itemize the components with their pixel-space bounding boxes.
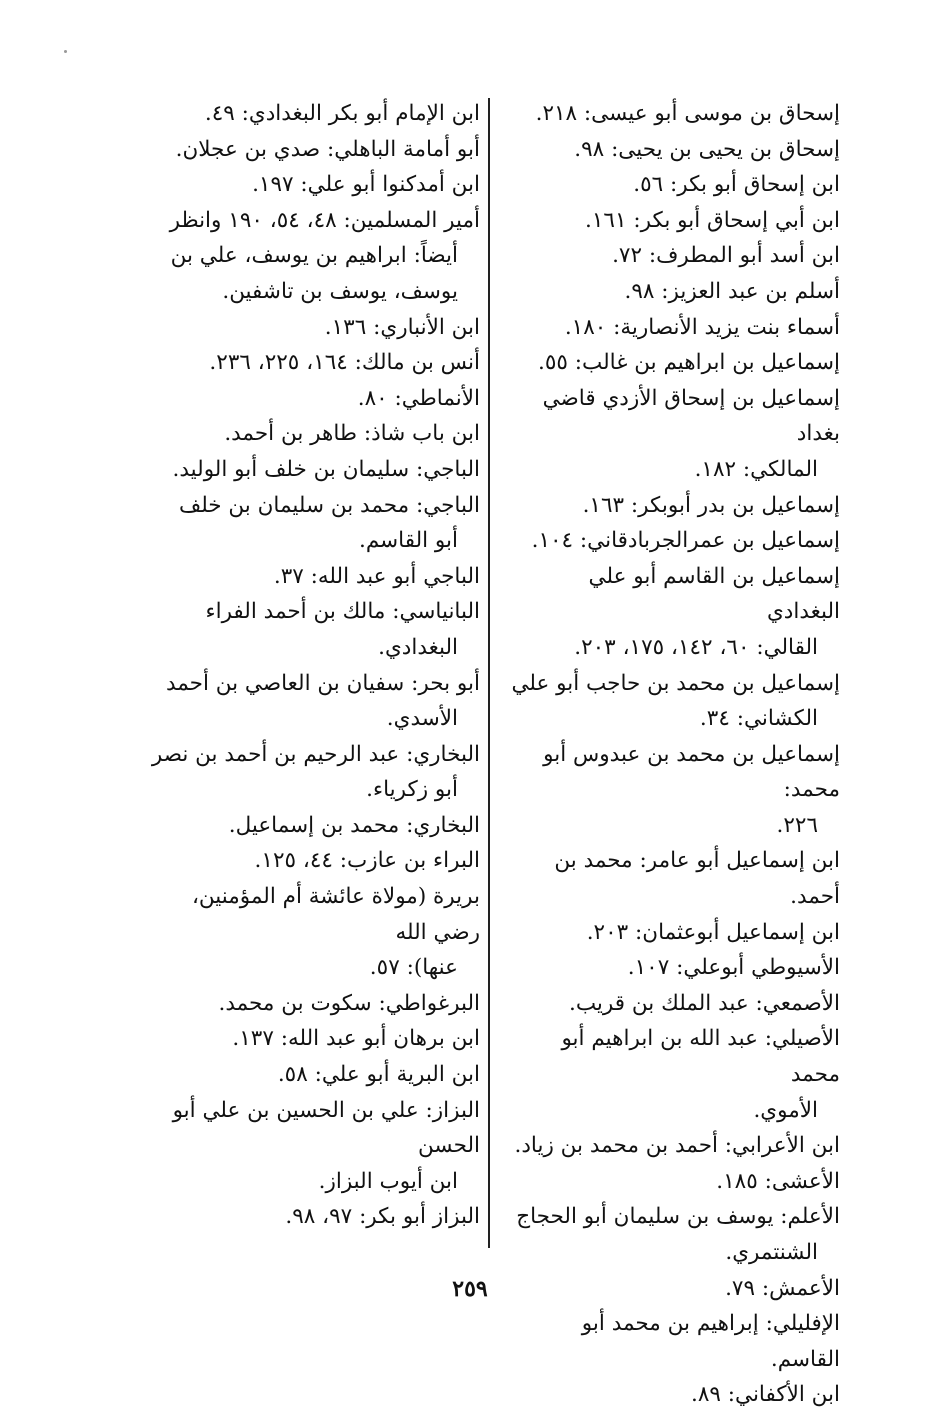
entry-text: إسماعيل بن إسحاق الأزدي قاضي بغداد <box>542 385 840 447</box>
index-entry <box>150 452 480 488</box>
index-entry <box>150 132 480 168</box>
index-entry <box>510 666 840 737</box>
index-entry <box>150 488 480 559</box>
entry-text: البزاز: علي بن الحسين بن علي أبو الحسن <box>172 1097 480 1159</box>
index-entry <box>510 1271 840 1307</box>
entry-text: الأصيلي: عبد الله بن ابراهيم أبو محمد <box>561 1026 840 1088</box>
entry-text: إسماعيل بن عمرالجربادقاني: ١٠٤. <box>531 528 840 554</box>
index-entry <box>510 1164 840 1200</box>
index-entry <box>150 666 480 737</box>
entry-text: ابن إسماعيل أبوعثمان: ٢٠٣. <box>586 919 840 945</box>
entry-text: ابن إسحاق أبو بكر: ٥٦. <box>633 172 840 198</box>
entry-text: الأصمعي: عبد الملك بن قريب. <box>568 990 840 1016</box>
entry-continuation: عنها): ٥٧. <box>369 955 458 981</box>
entry-text: إسماعيل بن القاسم أبو علي البغدادي <box>588 563 840 625</box>
index-entry <box>510 167 840 203</box>
index-column-right <box>510 96 840 1413</box>
index-entry <box>510 915 840 951</box>
entry-text: ابن أسد أبو المطرف: ٧٢. <box>612 243 840 269</box>
entry-text: الباجي: محمد بن سليمان بن خلف <box>178 492 480 518</box>
index-entry <box>150 1057 480 1093</box>
index-entry <box>150 1021 480 1057</box>
entry-text: البراء بن عازب: ٤٤، ١٢٥. <box>254 848 480 874</box>
index-entry <box>150 559 480 595</box>
entry-text: إسحاق بن موسى أبو عيسى: ٢١٨. <box>535 101 840 126</box>
entry-text: الأعمش: ٧٩. <box>725 1275 840 1301</box>
entry-text: بريرة (مولاة عائشة أم المؤمنين، رضي الله <box>191 884 480 945</box>
index-entry <box>150 203 480 310</box>
entry-text: الباجي: سليمان بن خلف أبو الوليد. <box>172 456 480 482</box>
index-entry <box>150 879 480 986</box>
entry-text: إسماعيل بن محمد بن حاجب أبو علي <box>511 670 840 696</box>
index-entry <box>510 310 840 346</box>
entry-text: البزاز أبو بكر: ٩٧، ٩٨. <box>285 1204 480 1230</box>
entry-text: إسحاق بن يحيى بن يحيى: ٩٨. <box>574 136 840 162</box>
entry-continuation: ابن أيوب البزاز. <box>318 1168 458 1194</box>
entry-text: ابن أبي إسحاق أبو بكر: ١٦١. <box>585 207 840 233</box>
index-entry <box>510 96 840 132</box>
index-entry <box>150 808 480 844</box>
index-entry <box>150 96 480 132</box>
entry-text: البخاري: محمد بن إسماعيل. <box>228 812 480 838</box>
index-entry <box>150 381 480 417</box>
entry-text: إسماعيل بن بدر أبوبكر: ١٦٣. <box>582 492 840 518</box>
entry-continuation: يوسف، يوسف بن تاشفين. <box>222 278 458 304</box>
index-entry <box>510 559 840 666</box>
entry-text: الأنماطي: ٨٠. <box>357 385 480 411</box>
index-entry <box>150 986 480 1022</box>
entry-text: ابن الأنباري: ١٣٦. <box>324 314 480 340</box>
entry-text: الباجي أبو عبد الله: ٣٧. <box>273 563 480 589</box>
entry-continuation: البغدادي. <box>378 634 458 660</box>
scan-dot <box>64 50 67 53</box>
index-entry <box>150 1199 480 1235</box>
index-entry <box>510 132 840 168</box>
entry-continuation: ٢٢٦. <box>776 812 818 838</box>
entry-text: إسماعيل بن محمد بن عبدوس أبو محمد: <box>543 741 840 803</box>
entry-continuation: أبو زكرياء. <box>366 777 458 803</box>
entry-continuation: الأسدي. <box>386 706 458 732</box>
entry-text: ابن باب شاذ: طاهر بن أحمد. <box>224 421 480 447</box>
entry-text: الإفليلي: إبراهيم بن محمد أبو القاسم. <box>581 1311 840 1372</box>
index-entry <box>510 843 840 914</box>
index-entry <box>150 737 480 808</box>
index-entry <box>510 238 840 274</box>
entry-text: البانياسي: مالك بن أحمد الفراء <box>205 599 480 625</box>
entry-text: البرغواطي: سكوت بن محمد. <box>218 990 480 1016</box>
entry-text: أنس بن مالك: ١٦٤، ٢٢٥، ٢٣٦. <box>209 350 480 376</box>
index-entry <box>150 345 480 381</box>
index-entry <box>150 1093 480 1200</box>
entry-text: أبو بحر: سفيان بن العاصي بن أحمد <box>165 670 480 696</box>
index-entry <box>510 1377 840 1413</box>
entry-continuation: أبو القاسم. <box>358 528 458 554</box>
entry-text: أبو أمامة الباهلي: صدي بن عجلان. <box>175 136 480 162</box>
entry-text: ابن أمدكنوا أبو علي: ١٩٧. <box>252 172 480 198</box>
page-number: ٢٥٩ <box>452 1276 488 1302</box>
index-entry <box>510 950 840 986</box>
entry-text: الأعشى: ١٨٥. <box>716 1168 840 1194</box>
entry-text: الأعلم: يوسف بن سليمان أبو الحجاج <box>516 1204 840 1230</box>
index-entry <box>150 843 480 879</box>
index-entry <box>510 381 840 488</box>
index-entry <box>510 345 840 381</box>
index-entry <box>150 167 480 203</box>
entry-text: ابن الأعرابي: أحمد بن محمد بن زياد. <box>514 1133 840 1159</box>
entry-text: البخاري: عبد الرحيم بن أحمد بن نصر <box>151 741 480 767</box>
entry-continuation: الأموي. <box>753 1097 818 1123</box>
entry-continuation: الشنتمري. <box>725 1240 818 1265</box>
index-entry <box>510 203 840 239</box>
column-divider <box>488 98 490 1248</box>
entry-text: أسماء بنت يزيد الأنصارية: ١٨٠. <box>564 314 840 340</box>
index-entry <box>510 737 840 844</box>
entry-text: أمير المسلمين: ٤٨، ٥٤، ١٩٠ وانظر <box>169 207 480 233</box>
index-entry <box>150 310 480 346</box>
entry-continuation: المالكي: ١٨٢. <box>694 456 818 482</box>
index-entry <box>510 523 840 559</box>
index-entry <box>510 986 840 1022</box>
index-column-left <box>150 96 480 1235</box>
entry-text: ابن إسماعيل أبو عامر: محمد بن أحمد. <box>554 848 840 910</box>
entry-text: ابن البرية أبو علي: ٥٨. <box>277 1062 480 1088</box>
entry-text: ابن الإمام أبو بكر البغدادي: ٤٩. <box>204 101 480 126</box>
index-entry <box>510 1306 840 1377</box>
entry-text: أسلم بن عبد العزيز: ٩٨. <box>624 278 840 304</box>
index-entry <box>510 1199 840 1270</box>
entry-text: إسماعيل بن ابراهيم بن غالب: ٥٥. <box>537 350 840 376</box>
index-entry <box>510 488 840 524</box>
entry-continuation: أيضاً: ابراهيم بن يوسف، علي بن <box>170 243 458 269</box>
entry-continuation: الكشاني: ٣٤. <box>699 706 818 732</box>
entry-text: الأسيوطي أبوعلي: ١٠٧. <box>627 955 840 981</box>
index-entry <box>510 1021 840 1128</box>
entry-continuation: القالي: ٦٠، ١٤٢، ١٧٥، ٢٠٣. <box>574 634 818 660</box>
index-entry <box>150 416 480 452</box>
index-entry <box>150 594 480 665</box>
entry-text: ابن برهان أبو عبد الله: ١٣٧. <box>232 1026 480 1052</box>
entry-text: ابن الأكفاني: ٨٩. <box>691 1382 840 1408</box>
index-entry <box>510 274 840 310</box>
index-entry <box>510 1128 840 1164</box>
